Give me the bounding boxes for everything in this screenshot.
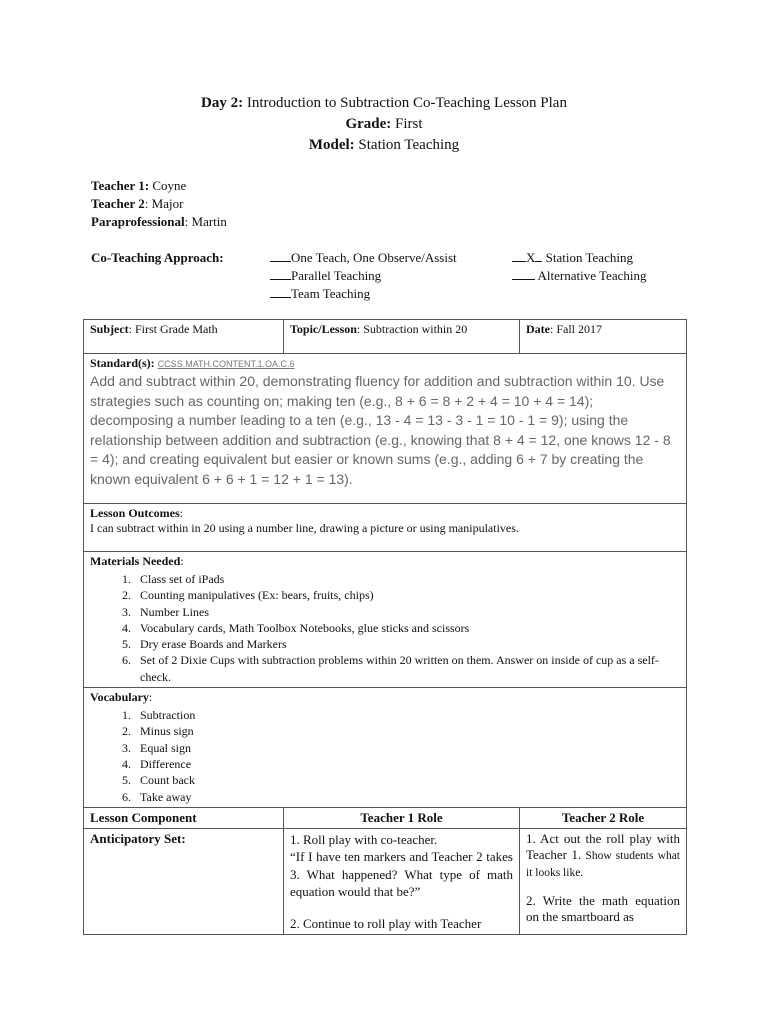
title-line-2: Grade: First (345, 116, 423, 132)
standards-cell: Standard(s): CCSS.MATH.CONTENT.1.OA.C.6 Add and subtract within 20, demonstrating fluency for addition and subtraction within 10. Use strategies such as counting on; making ten (e.g., 8 + 6 = 8 + 2 + 4 = 10 + 4 = 14); decomposing a number leading to a ten (e.g., 13 - 4 = 13 - 3 - 1 = 10 - 1 = 9); using the relationship between addition and subtraction (e.g., knowing that 8 + 4 = 12, one knows 12 - 8 = 4); and creating equivalent but easier or known sums (e.g., adding 6 + 7 by creating the known equivalent 6 + 6 + 1 = 12 + 1 = 13). (84, 354, 687, 504)
outcomes-cell: Lesson Outcomes: I can subtract within in 20 using a number line, drawing a picture or using manipulatives. (84, 504, 687, 552)
standard-code-link[interactable]: CCSS.MATH.CONTENT.1.OA.C.6 (157, 359, 295, 369)
list-item: 4. Vocabulary cards, Math Toolbox Notebooks, glue sticks and scissors (134, 620, 680, 636)
list-item: 4. Difference (134, 756, 680, 772)
outcomes-text: I can subtract within in 20 using a number line, drawing a picture or using manipulatives. (90, 521, 519, 535)
list-item: 3. Number Lines (134, 604, 680, 620)
teacher-2-role-header: Teacher 2 Role (520, 807, 687, 828)
anticipatory-teacher-1: 1. Roll play with co-teacher. “If I have ten markers and Teacher 2 takes 3. What happened? What type of math equation would that be?” 2. Continue to roll play with Teacher (284, 828, 520, 935)
anticipatory-row (84, 828, 687, 935)
teacher-1: Teacher 1: Coyne (91, 178, 187, 193)
option-one-teach: One Teach, One Observe/Assist (270, 250, 457, 266)
list-item: 1. Subtraction (134, 707, 680, 723)
topic-cell: Topic/Lesson: Subtraction within 20 (284, 320, 520, 354)
station-mark: X (526, 250, 536, 265)
roles-header-row (84, 807, 687, 828)
vocabulary-row (84, 688, 687, 808)
option-alternative: Alternative Teaching (512, 268, 646, 284)
list-item: 2. Minus sign (134, 723, 680, 739)
list-item: 2. Counting manipulatives (Ex: bears, fruits, chips) (134, 587, 680, 603)
materials-list (90, 571, 680, 685)
title-line-1: Day 2: Introduction to Subtraction Co-Teaching Lesson Plan (201, 95, 567, 111)
subject-cell: Subject: First Grade Math (84, 320, 284, 354)
materials-cell: Materials Needed: 1. Class set of iPads 2. Counting manipulatives (Ex: bears, fruits, chips) 3. Number Lines 4. Vocabulary cards, Math Toolbox Notebooks, glue sticks and scissors 5. Dry erase Boards and Markers 6. Set of 2 Dixie Cups with subtraction problems within 20 written on them. Answer on inside of cup as a self-check. (84, 552, 687, 688)
standards-row (84, 354, 687, 504)
lesson-plan-table (83, 319, 687, 935)
list-item: 3. Equal sign (134, 740, 680, 756)
title-line-3: Model: Station Teaching (308, 137, 460, 153)
list-item: 6. Take away (134, 789, 680, 805)
paraprofessional: Paraprofessional: Martin (91, 214, 227, 229)
teacher-1-role-header: Teacher 1 Role (284, 807, 520, 828)
list-item: 5. Count back (134, 772, 680, 788)
lesson-component-header: Lesson Component (84, 807, 284, 828)
list-item: 5. Dry erase Boards and Markers (134, 636, 680, 652)
list-item: 1. Class set of iPads (134, 571, 680, 587)
outcomes-row (84, 504, 687, 552)
vocabulary-list (90, 707, 680, 805)
option-station: X Station Teaching (512, 250, 633, 266)
anticipatory-teacher-2: 1. Act out the roll play with Teacher 1. Show students what it looks like. 2. Write the math equation on the smartboard as (520, 828, 687, 935)
date-cell: Date: Fall 2017 (520, 320, 687, 354)
option-team: Team Teaching (270, 286, 370, 302)
vocabulary-cell: Vocabulary: 1. Subtraction 2. Minus sign 3. Equal sign 4. Difference 5. Count back 6. Take away (84, 688, 687, 808)
anticipatory-label: Anticipatory Set: (84, 828, 284, 935)
approach-label: Co-Teaching Approach: (91, 250, 224, 265)
option-parallel: Parallel Teaching (270, 268, 381, 284)
info-row (84, 320, 687, 354)
teacher-2: Teacher 2: Major (91, 196, 184, 211)
standard-text: Add and subtract within 20, demonstrating fluency for addition and subtraction within 10. Use strategies such as counting on; making ten (e.g., 8 + 6 = 8 + 2 + 4 = 10 + 4 = 14); decomposing a number leading to a ten (e.g., 13 - 4 = 13 - 3 - 1 = 10 - 1 = 9); using the relationship between addition and subtraction (e.g., knowing that 8 + 4 = 12, one knows 12 - 8 = 4); and creating equivalent but easier or known sums (e.g., adding 6 + 7 by creating the known equivalent 6 + 6 + 1 = 12 + 1 = 13). (90, 373, 671, 487)
list-item: 6. Set of 2 Dixie Cups with subtraction problems within 20 written on them. Answer on inside of cup as a self-check. (134, 652, 680, 685)
materials-row (84, 552, 687, 688)
